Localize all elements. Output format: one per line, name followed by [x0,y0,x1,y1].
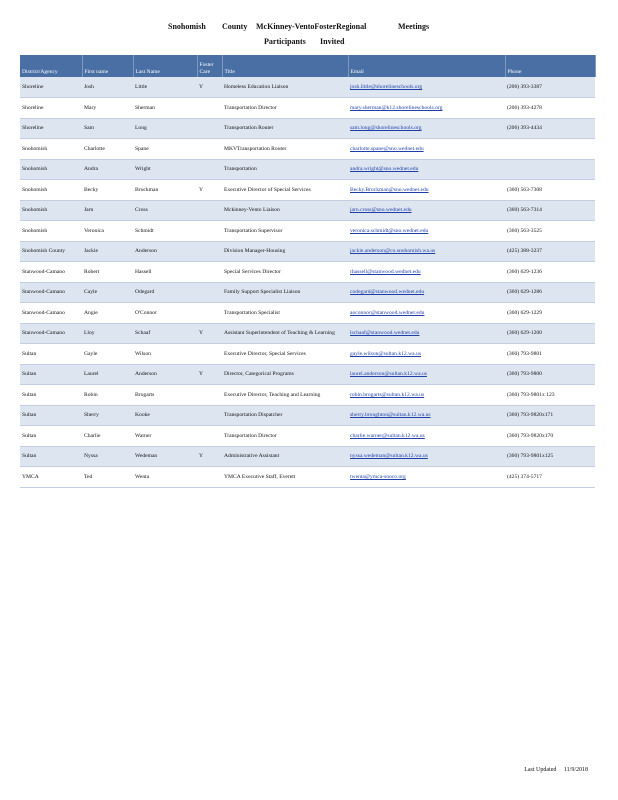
cell-first-name: Sherry [82,405,133,426]
cell-title: Transportation Director [222,98,348,119]
cell-first-name: Charlotte [82,139,133,160]
email-link[interactable]: rhassell@stanwood.wednet.edu [350,268,421,275]
cell-last-name: O'Connor [133,303,197,324]
column-header-last-name[interactable]: Last Name [133,55,197,77]
email-link[interactable]: Becky.Brockman@sno.wednet.edu [350,186,429,193]
cell-email [348,385,505,406]
cell-foster-care: Y [197,77,222,98]
cell-district: Sultan [20,344,82,365]
cell-title: Division Manager-Housing [222,241,348,262]
email-link[interactable]: veronica.schmidt@sno.wednet.edu [350,227,429,234]
cell-last-name: Little [133,77,197,98]
cell-first-name: Robert [82,262,133,283]
table-row [20,323,595,344]
column-header-email[interactable]: Email [348,55,505,77]
cell-foster-care [197,282,222,303]
cell-foster-care [197,159,222,180]
cell-email [348,262,505,283]
cell-phone: (206) 393-3387 [505,77,595,98]
table-row [20,426,595,447]
cell-foster-care [197,118,222,139]
cell-phone: (360) 793-9801x125 [505,446,595,467]
cell-district: Stanwood-Camano [20,323,82,344]
cell-first-name: Laurel [82,364,133,385]
cell-title: Assistant Superintendent of Teaching & Learning [222,323,348,344]
cell-last-name: Anderson [133,241,197,262]
cell-foster-care [197,262,222,283]
title-word: Meetings [398,22,430,31]
cell-last-name: Wedeman [133,446,197,467]
cell-last-name: Brockman [133,180,197,201]
cell-email [348,241,505,262]
cell-first-name: Ted [82,467,133,488]
cell-phone: (360) 793-9820x170 [505,426,595,447]
cell-first-name: Jackie [82,241,133,262]
cell-district: Stanwood-Camano [20,262,82,283]
table-row [20,446,595,467]
last-updated [524,767,588,773]
cell-foster-care [197,405,222,426]
cell-phone: (360) 629-1200 [505,323,595,344]
title-word: Snohomish [168,22,206,31]
cell-last-name: Anderson [133,364,197,385]
cell-email [348,344,505,365]
cell-phone: (425) 388-3237 [505,241,595,262]
email-link[interactable]: mary.sherman@k12.shorelineschools.org [350,104,443,111]
table-row [20,303,595,324]
cell-title: Executive Director, Special Services [222,344,348,365]
cell-foster-care [197,344,222,365]
cell-last-name: Brogarts [133,385,197,406]
cell-first-name: Cayle [82,282,133,303]
table-row [20,344,595,365]
cell-email [348,282,505,303]
email-link[interactable]: twenta@ymca-snoco.org [350,473,406,480]
table-row [20,282,595,303]
cell-title: Homeless Education Liaison [222,77,348,98]
email-link[interactable]: laurel.anderson@sultan.k12.wa.us [350,371,427,378]
cell-phone: (206) 393-4278 [505,98,595,119]
table-row [20,221,595,242]
cell-first-name: Veronica [82,221,133,242]
cell-foster-care: Y [197,323,222,344]
cell-last-name: Cross [133,200,197,221]
cell-district: Snohomish [20,139,82,160]
column-header-foster-care[interactable]: Foster Care [197,55,222,77]
cell-district: Snohomish [20,159,82,180]
document-title [0,22,618,52]
cell-email [348,405,505,426]
cell-foster-care [197,139,222,160]
cell-last-name: Wright [133,159,197,180]
email-link[interactable]: andra.wright@sno.wednet.edu [350,166,419,173]
email-link[interactable]: codegard@stanwood.wednet.edu [350,289,425,296]
table-row [20,118,595,139]
cell-first-name: Becky [82,180,133,201]
cell-foster-care [197,467,222,488]
cell-first-name: Sam [82,118,133,139]
cell-last-name: Long [133,118,197,139]
table-row [20,180,595,201]
cell-first-name: Lloy [82,323,133,344]
title-word: McKinney-VentoFosterRegional [256,22,367,31]
cell-first-name: Gayle [82,344,133,365]
table-row [20,364,595,385]
cell-title: MKVTransportation Router [222,139,348,160]
cell-email [348,200,505,221]
cell-email [348,446,505,467]
table-row [20,467,595,488]
cell-phone: (425) 374-5717 [505,467,595,488]
cell-foster-care [197,98,222,119]
cell-phone: (360) 563-7308 [505,180,595,201]
table-row [20,200,595,221]
cell-foster-care [197,200,222,221]
cell-last-name: Schmidt [133,221,197,242]
cell-district: Stanwood-Camano [20,303,82,324]
cell-district: Snohomish County [20,241,82,262]
cell-title: Transportation Specialist [222,303,348,324]
cell-district: Sultan [20,385,82,406]
cell-foster-care [197,385,222,406]
cell-title: Special Services Director [222,262,348,283]
table-row [20,385,595,406]
cell-title: Transportation Router [222,118,348,139]
email-link[interactable]: sherry.broughton@sultan.k12.wa.us [350,412,431,419]
cell-foster-care [197,241,222,262]
cell-first-name: Andra [82,159,133,180]
cell-phone: (360) 793-9801 [505,344,595,365]
cell-title: Mckinney-Vento Liaison [222,200,348,221]
cell-district: Shoreline [20,98,82,119]
table-header-row [20,55,595,77]
cell-phone [505,159,595,180]
cell-last-name: Wilson [133,344,197,365]
cell-email [348,180,505,201]
cell-district: Snohomish [20,200,82,221]
cell-phone: (360) 793-9800 [505,364,595,385]
cell-first-name: Mary [82,98,133,119]
email-link[interactable]: gayle.wilson@sultan.k12.wa.us [350,350,422,357]
cell-foster-care [197,426,222,447]
table-row [20,241,595,262]
cell-last-name: Odegard [133,282,197,303]
column-header-phone[interactable]: Phone [505,55,595,77]
cell-email [348,118,505,139]
cell-phone [505,139,595,160]
title-word: County [222,22,248,31]
email-link[interactable]: aoconnor@stanwood.wednet.edu [350,309,425,316]
cell-email [348,98,505,119]
cell-first-name: Nyssa [82,446,133,467]
cell-district: Sultan [20,364,82,385]
cell-last-name: Sherman [133,98,197,119]
email-link[interactable]: josh.little@shorelineschools.org [350,84,423,90]
email-link[interactable]: sam.long@shorelineschools.org [350,125,422,132]
table-row [20,77,595,98]
last-updated-date: 11/9/2018 [563,767,588,773]
cell-phone: (360) 563-7314 [505,200,595,221]
cell-email [348,323,505,344]
cell-last-name: Wenta [133,467,197,488]
cell-title: Executive Director, Teaching and Learning [222,385,348,406]
cell-last-name: Schaaf [133,323,197,344]
cell-phone: (360) 629-1229 [505,303,595,324]
cell-district: Snohomish [20,221,82,242]
cell-title: Family Support Specialist Liaison [222,282,348,303]
cell-title: Transportation Supervisor [222,221,348,242]
cell-last-name: Kooke [133,405,197,426]
cell-email [348,221,505,242]
cell-last-name: Warner [133,426,197,447]
last-updated-label: Last Updated [524,767,557,773]
cell-phone: (360) 563-3525 [505,221,595,242]
cell-email [348,467,505,488]
cell-last-name: Hassell [133,262,197,283]
cell-title: Executive Director of Special Services [222,180,348,201]
cell-district: Snohomish [20,180,82,201]
cell-district: Shoreline [20,118,82,139]
cell-last-name: Spane [133,139,197,160]
cell-phone: (360) 629-1236 [505,262,595,283]
cell-email [348,139,505,160]
table-row [20,139,595,160]
column-header-title[interactable]: Title [222,55,348,77]
cell-title: Director, Categorical Programs [222,364,348,385]
subtitle-word: Invited [320,37,345,46]
email-link[interactable]: charlie.warner@sultan.k12.wa.us [350,432,425,439]
cell-foster-care: Y [197,180,222,201]
cell-title: Transportation Director [222,426,348,447]
cell-district: Sultan [20,405,82,426]
cell-district: YMCA [20,467,82,488]
cell-phone: (360) 629-1286 [505,282,595,303]
email-link[interactable]: jarn.cross@sno.wednet.edu [350,207,412,214]
subtitle-word: Participants [264,37,306,46]
cell-email [348,159,505,180]
cell-district: Shoreline [20,77,82,98]
cell-district: Stanwood-Camano [20,282,82,303]
cell-first-name: Robin [82,385,133,406]
cell-first-name: Charlie [82,426,133,447]
cell-email [348,426,505,447]
cell-title: YMCA Executive Staff, Everett [222,467,348,488]
cell-foster-care: Y [197,364,222,385]
table-row [20,159,595,180]
cell-first-name: Josh [82,77,133,98]
email-link[interactable]: robin.brogarts@sultan.k12.wa.us [350,391,425,398]
email-link[interactable]: charlotte.spane@sno.wednet.edu [350,145,424,152]
table-row [20,98,595,119]
cell-foster-care [197,303,222,324]
cell-email [348,364,505,385]
cell-email [348,77,505,98]
participants-table [20,55,596,488]
cell-title: Transportation Dispatcher [222,405,348,426]
column-header-first-name[interactable]: First name [82,55,133,77]
cell-first-name: Angie [82,303,133,324]
table-row [20,262,595,283]
email-link[interactable]: jackie.anderson@co.snohomish.wa.us [350,248,436,255]
email-link[interactable]: lschaaf@stanwood.wednet.edu [350,330,420,337]
cell-district: Sultan [20,446,82,467]
cell-title: Transportation [222,159,348,180]
cell-email [348,303,505,324]
cell-title: Administrative Assistant [222,446,348,467]
cell-phone: (360) 793-9820x171 [505,405,595,426]
column-header-district[interactable]: District/Agency [20,55,82,77]
cell-district: Sultan [20,426,82,447]
cell-first-name: Jarn [82,200,133,221]
cell-foster-care [197,221,222,242]
table-row [20,405,595,426]
cell-phone: (206) 393-4434 [505,118,595,139]
email-link[interactable]: nyssa.wedeman@sultan.k12.wa.us [350,453,428,460]
cell-phone: (360) 793-9801x 123 [505,385,595,406]
cell-foster-care: Y [197,446,222,467]
